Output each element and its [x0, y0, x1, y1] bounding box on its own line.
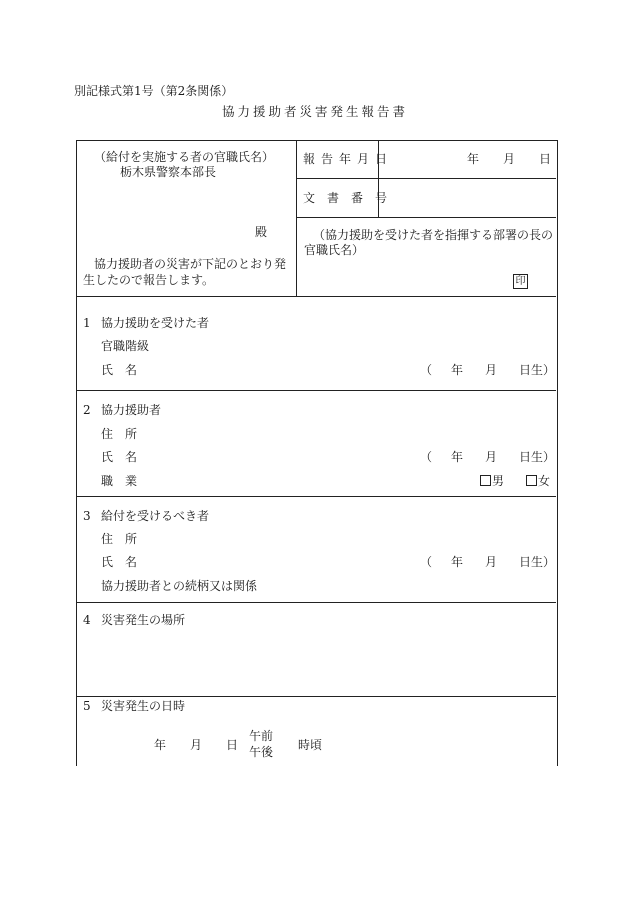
commander-label-line-1: （協力援助を受けた者を指揮する部署の長の: [313, 228, 554, 242]
honorific: 殿: [255, 225, 268, 239]
s2-job-label: 職 業: [101, 474, 138, 488]
section-2-title: 協力援助者: [101, 403, 162, 417]
section-4-title: 災害発生の場所: [101, 613, 186, 627]
section-4-number: 4: [83, 613, 91, 627]
disaster-location-field[interactable]: [100, 632, 550, 692]
s1-birth-day[interactable]: 日生）: [519, 363, 556, 377]
s5-year[interactable]: 年: [154, 738, 167, 752]
s1-birth-year[interactable]: 年: [451, 363, 464, 377]
s2-birth-month[interactable]: 月: [485, 450, 498, 464]
section-divider-5: [76, 696, 556, 697]
statement-line-2: 生したので報告します。: [83, 273, 215, 287]
s3-paren-open: （: [420, 555, 433, 569]
s3-name-label: 氏 名: [101, 555, 138, 569]
row-divider-date: [296, 178, 556, 179]
document-title: 協力援助者災害発生報告書: [221, 104, 408, 119]
s3-address-label: 住 所: [101, 532, 138, 546]
s2-birth-year[interactable]: 年: [451, 450, 464, 464]
section-divider-4: [76, 602, 556, 603]
report-date-year[interactable]: 年: [467, 152, 480, 166]
section-divider-3: [76, 496, 556, 497]
section-3-title: 給付を受けるべき者: [101, 509, 210, 523]
section-divider-2: [76, 390, 556, 391]
section-5-title: 災害発生の日時: [101, 699, 186, 713]
addressee-label: （給付を実施する者の官職氏名）: [94, 150, 275, 164]
report-date-month[interactable]: 月: [503, 152, 516, 166]
s3-birth-day[interactable]: 日生）: [519, 555, 556, 569]
section-1-number: 1: [83, 316, 91, 330]
male-checkbox[interactable]: [480, 475, 491, 486]
s5-month[interactable]: 月: [190, 738, 203, 752]
female-label: 女: [538, 474, 551, 488]
row-divider-docnum: [296, 217, 556, 218]
seal-stamp: 印: [513, 274, 528, 289]
s5-am[interactable]: 午前: [249, 729, 274, 743]
report-date-label: 報告年月日: [303, 152, 394, 166]
report-date-day[interactable]: 日: [539, 152, 552, 166]
section-5-number: 5: [83, 699, 91, 713]
s1-name-label: 氏 名: [101, 363, 138, 377]
s3-relation-label: 協力援助者との続柄又は関係: [101, 579, 258, 593]
s1-paren-open: （: [420, 363, 433, 377]
commander-label-line-2: 官職氏名）: [304, 243, 365, 257]
s5-day[interactable]: 日: [226, 738, 239, 752]
section-divider-1: [76, 296, 556, 297]
section-3-number: 3: [83, 509, 91, 523]
section-1-title: 協力援助を受けた者: [101, 316, 210, 330]
s2-paren-open: （: [420, 450, 433, 464]
addressee-field[interactable]: 栃木県警察本部長: [120, 165, 217, 179]
statement-line-1: 協力援助者の災害が下記のとおり発: [94, 257, 287, 271]
s1-rank-label: 官職階級: [101, 339, 150, 353]
doc-number-label: 文書番号: [303, 191, 400, 205]
s3-birth-month[interactable]: 月: [485, 555, 498, 569]
s2-name-label: 氏 名: [101, 450, 138, 464]
doc-number-field[interactable]: [382, 182, 552, 214]
female-checkbox[interactable]: [526, 475, 537, 486]
male-label: 男: [492, 474, 505, 488]
s5-pm[interactable]: 午後: [249, 745, 274, 759]
s1-birth-month[interactable]: 月: [485, 363, 498, 377]
female-option[interactable]: [526, 475, 550, 487]
top-divider-vertical: [296, 140, 297, 296]
s5-time-suffix: 時頃: [298, 738, 323, 752]
s2-birth-day[interactable]: 日生）: [519, 450, 556, 464]
s2-address-label: 住 所: [101, 427, 138, 441]
s3-birth-year[interactable]: 年: [451, 555, 464, 569]
male-option[interactable]: [480, 475, 504, 487]
form-id: 別記様式第1号（第2条関係）: [74, 84, 234, 98]
section-2-number: 2: [83, 403, 91, 417]
